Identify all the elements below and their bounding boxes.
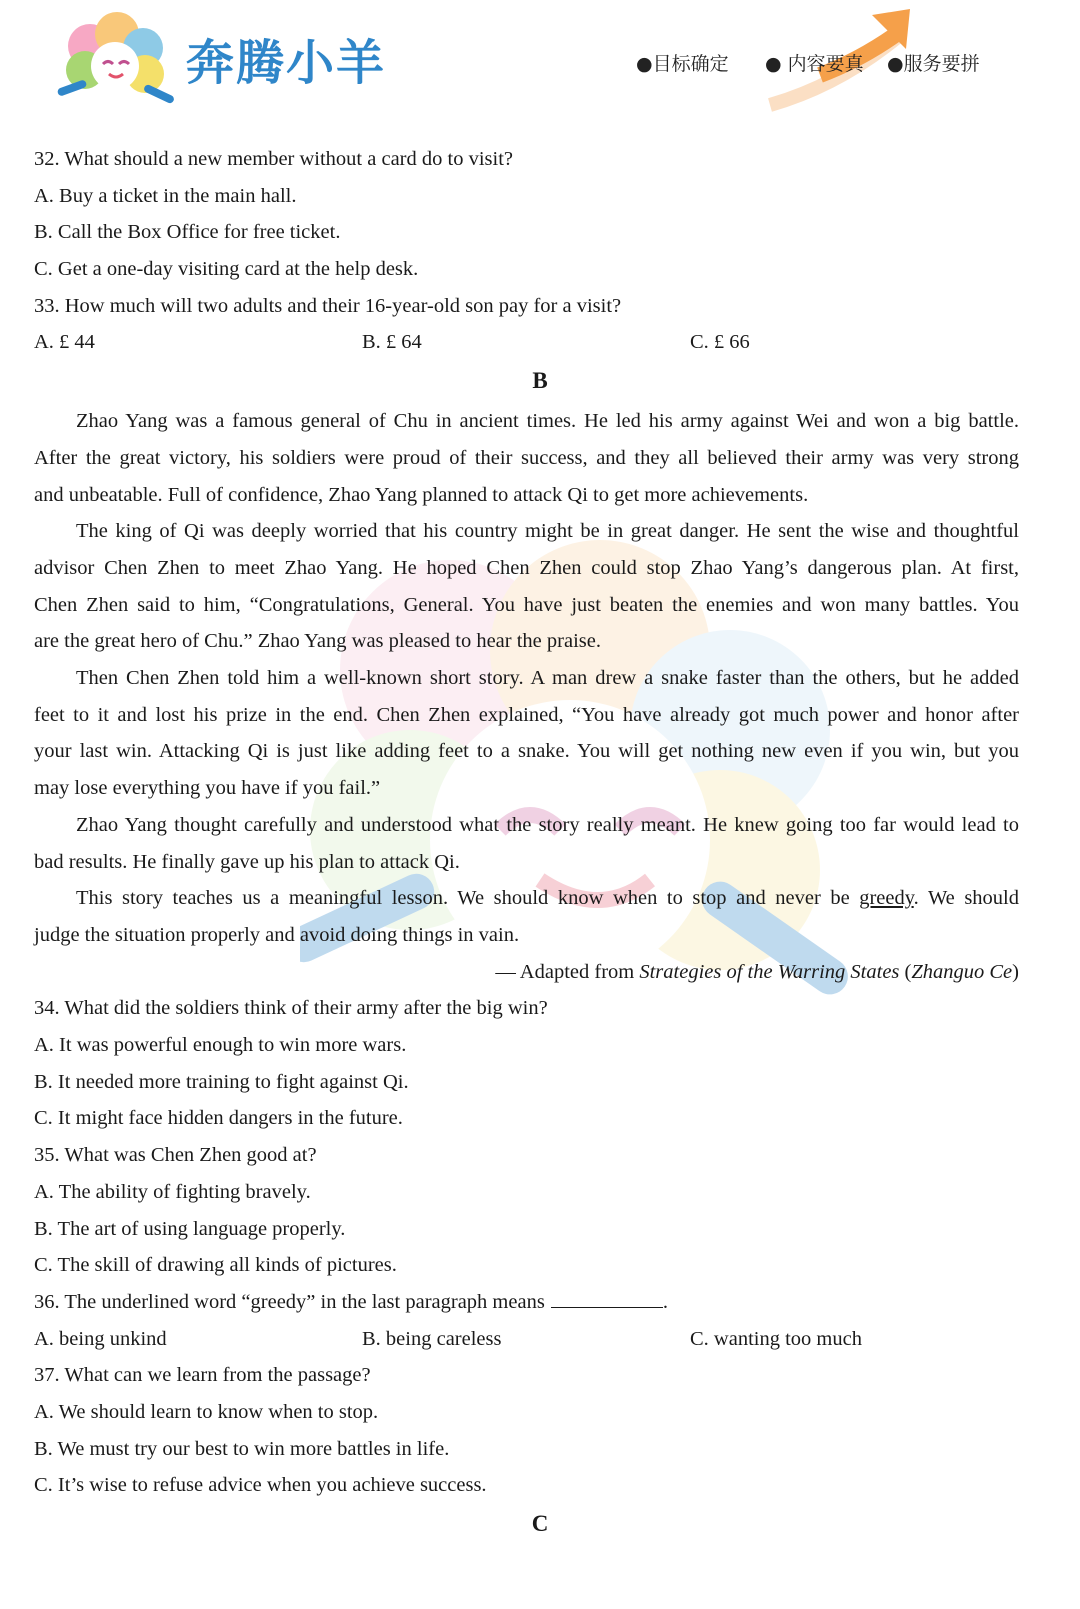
q36-option-c: C. wanting too much <box>690 1328 862 1350</box>
source-alt-title: Zhanguo Ce <box>911 961 1013 983</box>
passage-source <box>34 959 1019 985</box>
q35-option-b: B. The art of using language properly. <box>34 1218 346 1240</box>
q32-option-b: B. Call the Box Office for free ticket. <box>34 221 341 243</box>
q33-stem: 33. How much will two adults and their 16-year-old son pay for a visit? <box>34 295 622 317</box>
passage-line: are the great hero of Chu.” Zhao Yang was pleased to hear the praise. <box>34 630 601 652</box>
q34-option-a: A. It was powerful enough to win more wars. <box>34 1034 407 1056</box>
source-paren-close: ) <box>1012 961 1019 983</box>
page-header <box>0 0 1080 130</box>
source-prefix: — Adapted from <box>495 961 640 983</box>
q36-stem-line <box>34 1289 1046 1315</box>
passage-line: and unbeatable. Full of confidence, Zhao Yang planned to attack Qi to get more achievements. <box>34 484 809 506</box>
tagline-goal: ●目标确定 <box>636 53 729 75</box>
sheep-logo-icon <box>55 8 180 108</box>
passage-line: bad results. He finally gave up his plan to attack Qi. <box>34 851 460 873</box>
q37-option-b: B. We must try our best to win more battles in life. <box>34 1438 450 1460</box>
passage-line: After the great victory, his soldiers were proud of their success, and they all believed their army was very strong <box>34 447 1019 469</box>
passage-text: This story teaches us a meaningful lesson. We should know when to stop and never be <box>76 887 850 909</box>
q35-option-c: C. The skill of drawing all kinds of pictures. <box>34 1254 397 1276</box>
q32-option-c: C. Get a one-day visiting card at the help desk. <box>34 258 419 280</box>
q36-option-b: B. being careless <box>362 1328 502 1350</box>
q37-option-a: A. We should learn to know when to stop. <box>34 1401 379 1423</box>
brand-name: 奔腾小羊 <box>186 35 387 91</box>
q36-stem-end: . <box>662 1291 668 1313</box>
q35-option-a: A. The ability of fighting bravely. <box>34 1181 311 1203</box>
passage-line: may lose everything you have if you fail.” <box>34 777 381 799</box>
passage-line: your last win. Attacking Qi is just like adding feet to a snake. You will get nothing new even if you win, but you <box>34 740 1019 762</box>
tagline-service: ●服务要拼 <box>887 53 980 75</box>
passage-line: judge the situation properly and avoid doing things in vain. <box>34 924 520 946</box>
passage-line: feet to it and lost his prize in the end. Chen Zhen explained, “You have already got much power and honor after <box>34 704 1019 726</box>
tagline-content: ● 内容要真 <box>765 53 864 75</box>
passage-line: Zhao Yang thought carefully and understood what the story really meant. He knew going too far would lead to <box>76 814 1019 836</box>
section-c-heading: C <box>531 1511 549 1536</box>
q33-option-c: C. £ 66 <box>690 331 750 353</box>
passage-line-greedy <box>76 885 1019 911</box>
source-title: Strategies of the Warring States <box>639 961 900 983</box>
passage-line: Chen Zhen said to him, “Congratulations, General. You have just beaten the enemies and won many battles. You <box>34 594 1019 616</box>
q36-option-a: A. being unkind <box>34 1328 167 1350</box>
q32-stem: 32. What should a new member without a card do to visit? <box>34 148 513 170</box>
q36-stem: 36. The underlined word “greedy” in the last paragraph means <box>34 1291 545 1313</box>
q34-option-b: B. It needed more training to fight against Qi. <box>34 1071 409 1093</box>
passage-line: Then Chen Zhen told him a well-known short story. A man drew a snake faster than the others, but he added <box>76 667 1019 689</box>
answer-blank <box>551 1289 663 1308</box>
q37-stem: 37. What can we learn from the passage? <box>34 1364 371 1386</box>
passage-line: The king of Qi was deeply worried that his country might be in great danger. He sent the wise and thoughtful <box>76 520 1019 542</box>
q34-stem: 34. What did the soldiers think of their army after the big win? <box>34 997 548 1019</box>
q35-stem: 35. What was Chen Zhen good at? <box>34 1144 317 1166</box>
source-paren-open: ( <box>899 961 912 983</box>
q37-option-c: C. It’s wise to refuse advice when you achieve success. <box>34 1474 487 1496</box>
q34-option-c: C. It might face hidden dangers in the future. <box>34 1107 403 1129</box>
section-b-heading: B <box>532 368 548 393</box>
passage-line: advisor Chen Zhen to meet Zhao Yang. He hoped Chen Zhen could stop Zhao Yang’s dangerous plan. At first, <box>34 557 1019 579</box>
underlined-word-greedy: greedy <box>859 887 914 909</box>
q33-option-a: A. £ 44 <box>34 331 95 353</box>
q32-option-a: A. Buy a ticket in the main hall. <box>34 185 297 207</box>
passage-text: . We should <box>913 887 1019 909</box>
passage-line: Zhao Yang was a famous general of Chu in ancient times. He led his army against Wei and won a big battle. <box>76 410 1019 432</box>
q33-option-b: B. £ 64 <box>362 331 422 353</box>
